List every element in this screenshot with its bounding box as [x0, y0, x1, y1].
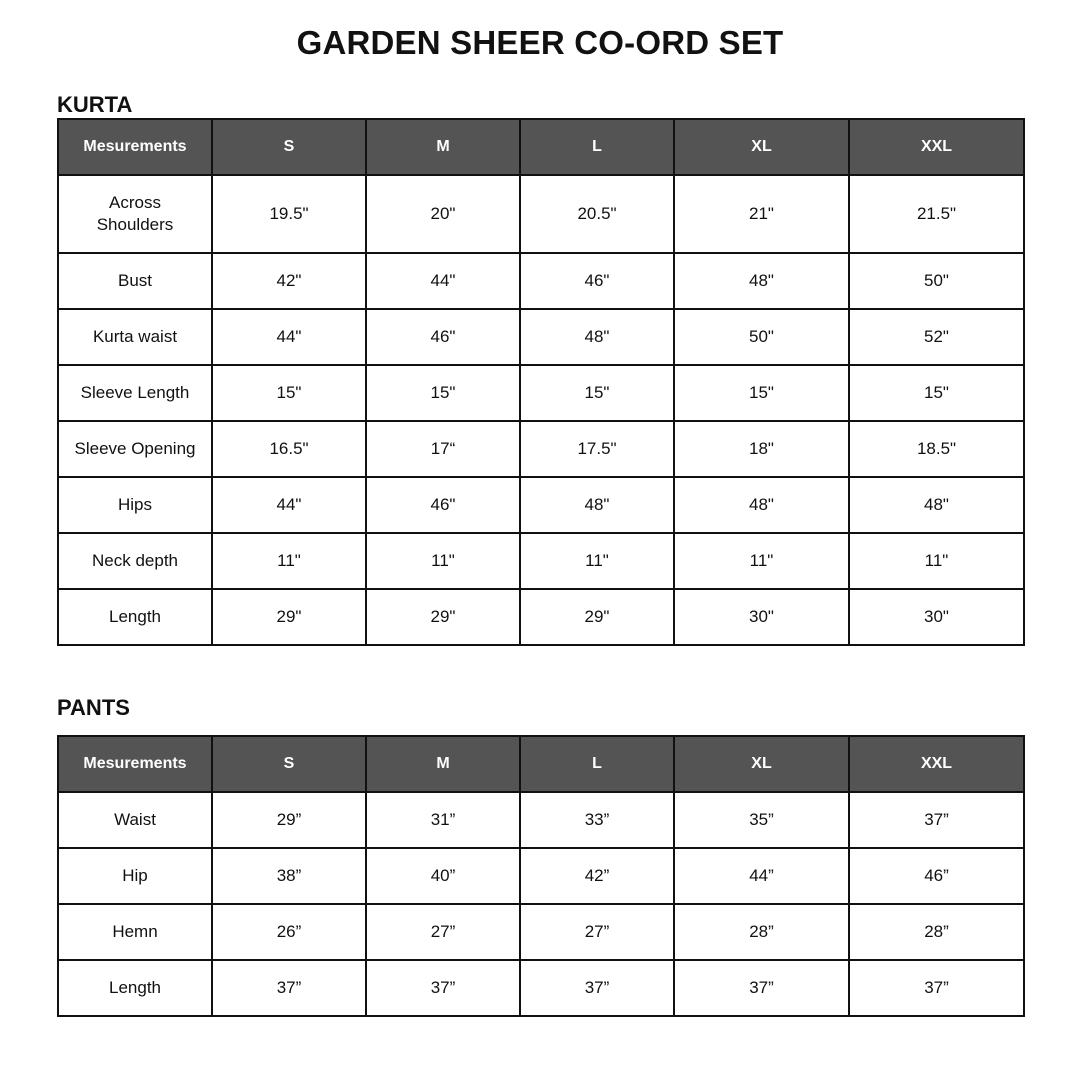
table-cell: 37” — [849, 960, 1024, 1016]
header-size-s: S — [212, 736, 366, 792]
table-header-row — [58, 119, 1024, 175]
table-row — [58, 365, 1024, 421]
measurement-label: Sleeve Opening — [58, 421, 212, 477]
table-row — [58, 904, 1024, 960]
table-cell: 11" — [674, 533, 849, 589]
header-size-xl: XL — [674, 119, 849, 175]
table-cell: 29" — [520, 589, 674, 645]
table-cell: 28” — [674, 904, 849, 960]
table-cell: 19.5" — [212, 175, 366, 253]
table-row — [58, 477, 1024, 533]
table-row — [58, 421, 1024, 477]
table-cell: 11" — [366, 533, 520, 589]
measurement-label: Across Shoulders — [58, 175, 212, 253]
table-header-row — [58, 736, 1024, 792]
table-cell: 50" — [674, 309, 849, 365]
table-cell: 46" — [520, 253, 674, 309]
table-cell: 44" — [212, 309, 366, 365]
table-cell: 37” — [212, 960, 366, 1016]
table-row — [58, 792, 1024, 848]
table-row — [58, 533, 1024, 589]
table-cell: 20" — [366, 175, 520, 253]
header-size-l: L — [520, 119, 674, 175]
table-cell: 42” — [520, 848, 674, 904]
pants-size-table — [57, 735, 1025, 1017]
table-cell: 29" — [212, 589, 366, 645]
table-cell: 38” — [212, 848, 366, 904]
table-row — [58, 309, 1024, 365]
table-cell: 15" — [212, 365, 366, 421]
table-cell: 28” — [849, 904, 1024, 960]
table-cell: 50" — [849, 253, 1024, 309]
table-cell: 18.5" — [849, 421, 1024, 477]
table-cell: 15" — [520, 365, 674, 421]
pants-section-title: PANTS — [57, 695, 130, 720]
measurement-label: Sleeve Length — [58, 365, 212, 421]
table-cell: 20.5" — [520, 175, 674, 253]
table-row — [58, 960, 1024, 1016]
table-cell: 48" — [674, 477, 849, 533]
table-cell: 35” — [674, 792, 849, 848]
header-size-l: L — [520, 736, 674, 792]
header-size-xxl: XXL — [849, 736, 1024, 792]
table-cell: 46" — [366, 477, 520, 533]
table-row — [58, 253, 1024, 309]
table-cell: 37” — [849, 792, 1024, 848]
measurement-label: Length — [58, 960, 212, 1016]
table-cell: 52" — [849, 309, 1024, 365]
measurement-label: Waist — [58, 792, 212, 848]
table-cell: 30" — [849, 589, 1024, 645]
table-cell: 17.5" — [520, 421, 674, 477]
measurement-label: Length — [58, 589, 212, 645]
page-title: GARDEN SHEER CO-ORD SET — [296, 24, 784, 61]
table-cell: 29" — [366, 589, 520, 645]
table-cell: 48" — [674, 253, 849, 309]
table-cell: 27” — [520, 904, 674, 960]
table-cell: 16.5" — [212, 421, 366, 477]
header-size-m: M — [366, 736, 520, 792]
table-cell: 37” — [674, 960, 849, 1016]
header-size-s: S — [212, 119, 366, 175]
kurta-size-table — [57, 118, 1025, 646]
table-cell: 18" — [674, 421, 849, 477]
measurement-label: Neck depth — [58, 533, 212, 589]
measurement-label: Hemn — [58, 904, 212, 960]
header-measurements: Mesurements — [58, 119, 212, 175]
table-cell: 48" — [520, 309, 674, 365]
header-size-m: M — [366, 119, 520, 175]
table-row — [58, 848, 1024, 904]
table-cell: 48" — [849, 477, 1024, 533]
table-row — [58, 589, 1024, 645]
header-size-xxl: XXL — [849, 119, 1024, 175]
kurta-section-title: KURTA — [57, 92, 133, 117]
table-cell: 27” — [366, 904, 520, 960]
table-cell: 11" — [520, 533, 674, 589]
table-cell: 42" — [212, 253, 366, 309]
table-cell: 48" — [520, 477, 674, 533]
table-cell: 11" — [212, 533, 366, 589]
table-cell: 46” — [849, 848, 1024, 904]
measurement-label: Hips — [58, 477, 212, 533]
table-cell: 46" — [366, 309, 520, 365]
table-cell: 40” — [366, 848, 520, 904]
table-cell: 21.5" — [849, 175, 1024, 253]
table-row — [58, 175, 1024, 253]
header-measurements: Mesurements — [58, 736, 212, 792]
table-cell: 11" — [849, 533, 1024, 589]
table-cell: 15" — [674, 365, 849, 421]
measurement-label: Bust — [58, 253, 212, 309]
table-cell: 33” — [520, 792, 674, 848]
table-cell: 30" — [674, 589, 849, 645]
table-cell: 15" — [849, 365, 1024, 421]
table-cell: 17“ — [366, 421, 520, 477]
table-cell: 44” — [674, 848, 849, 904]
table-cell: 26” — [212, 904, 366, 960]
table-cell: 31” — [366, 792, 520, 848]
header-size-xl: XL — [674, 736, 849, 792]
table-cell: 44" — [212, 477, 366, 533]
measurement-label: Kurta waist — [58, 309, 212, 365]
measurement-label: Hip — [58, 848, 212, 904]
table-cell: 21" — [674, 175, 849, 253]
table-cell: 37” — [366, 960, 520, 1016]
table-cell: 15" — [366, 365, 520, 421]
table-cell: 29” — [212, 792, 366, 848]
table-cell: 44" — [366, 253, 520, 309]
table-cell: 37” — [520, 960, 674, 1016]
